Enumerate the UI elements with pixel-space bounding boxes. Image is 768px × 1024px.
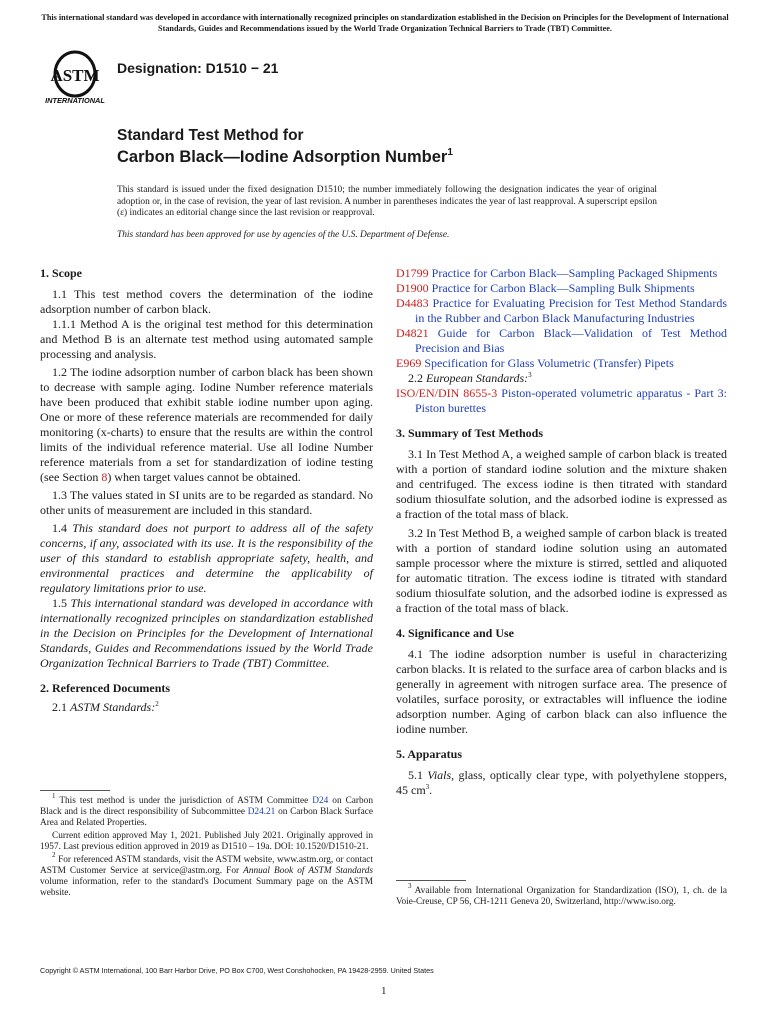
copyright-line: Copyright © ASTM International, 100 Barr Harbor Drive, PO Box C700, West Conshohocken, PA 19428-2959. United States <box>40 966 434 975</box>
reference-item[interactable] <box>396 296 727 326</box>
para-2-1: 2.1 ASTM Standards:$^2$ <box>52 700 159 714</box>
footnotes-left <box>40 792 373 899</box>
footnote-2: $^2$ For referenced ASTM standards, visit the ASTM website, www.astm.org, or contact ASTM Customer Service at service@astm.org. For Annual Book of ASTM Standards volume information, refer to the standard's Document Summary page on the ASTM website. <box>40 851 373 898</box>
section-8-link[interactable]: 8 <box>101 470 108 484</box>
title-footnote-mark[interactable]: 1 <box>447 147 453 158</box>
left-column <box>40 266 373 715</box>
reference-code[interactable]: D1900 <box>396 281 429 295</box>
footnote-3-mark[interactable]: 3 <box>528 371 532 379</box>
reference-code[interactable]: D4483 <box>396 296 429 310</box>
astm-logo <box>40 50 110 106</box>
reference-item[interactable] <box>396 281 727 296</box>
reference-code[interactable]: D4821 <box>396 326 429 340</box>
footnote-3: $^3$ Available from International Organization for Standardization (ISO), 1, ch. de la Voie-Creuse, CP 56, CH-1211 Geneva 20, Switzerland, http://www.iso.org. <box>396 882 727 907</box>
reference-code[interactable]: D1799 <box>396 266 429 280</box>
para-3-2: 3.2 In Test Method B, a weighed sample of carbon black is treated with a portion of standard iodine solution using an automated sample processor where the mixture is stirred, settled and aliquoted for automatic titration. The excess iodine is titrated with standard sodium thiosulfate solution, and the adsorbed iodine is expressed as a fraction of the total mass of black. <box>396 526 727 615</box>
title-line-1: Standard Test Method for <box>117 127 304 144</box>
section-5-heading: 5. Apparatus <box>396 747 463 761</box>
reference-item[interactable] <box>396 326 727 356</box>
footnote-2-mark[interactable]: 2 <box>155 700 159 708</box>
reference-title[interactable]: Practice for Carbon Black—Sampling Packaged Shipments <box>431 266 718 280</box>
para-1-3: 1.3 The values stated in SI units are to be regarded as standard. No other units of measurement are included in this standard. <box>40 488 373 517</box>
para-5-1: 5.1 Vials, glass, optically clear type, with polyethylene stoppers, 45 $cm^3$. <box>396 768 727 797</box>
footnote-rule-right <box>396 880 466 881</box>
para-1-1-1: 1.1.1 Method A is the original test method for this determination and Method B is an alternate test method using automated sample processing and analysis. <box>40 317 373 361</box>
tbt-notice: This international standard was developed in accordance with internationally recognized principles on standardization established in the Decision on Principles for the Development of International Standards, Guides and Recommendations issued by the World Trade Organization Technical Barriers to Trade (TBT) Committee. <box>41 13 729 33</box>
para-1-2: 1.2 The iodine adsorption number of carbon black has been shown to decrease with sample aging. Iodine Number reference materials have been produced that exhibit stable iodine number upon aging. One or more of these reference materials are recommended for daily monitoring (x-charts) to ensure that the results are within the control limits of the individual reference material. Use all Iodine Number reference materials from a set for standardization of iodine testing (see Section 8) when target values cannot be obtained. <box>40 365 373 484</box>
reference-code[interactable]: E969 <box>396 356 422 370</box>
reference-title[interactable]: Guide for Carbon Black—Validation of Test Method Precision and Bias <box>415 326 727 355</box>
designation: Designation: D1510 − 21 <box>117 60 279 76</box>
para-3-1: 3.1 In Test Method A, a weighed sample of carbon black is treated with a portion of standard iodine solution and the mixture shaken and centrifuged. The excess iodine is then titrated with standard sodium thiosulfate solution, and the adsorbed iodine is expressed as a fraction of the total mass of black. <box>396 447 727 521</box>
reference-title[interactable]: Specification for Glass Volumetric (Transfer) Pipets <box>424 356 674 370</box>
title-text: Carbon Black—Iodine Adsorption Number <box>117 148 448 166</box>
reference-title[interactable]: Practice for Carbon Black—Sampling Bulk Shipments <box>431 281 695 295</box>
section-4-heading: 4. Significance and Use <box>396 626 515 640</box>
eu-reference-title[interactable]: Piston-operated volumetric apparatus - Part 3: Piston burettes <box>415 386 728 415</box>
committee-d24-link[interactable]: D24 <box>312 796 329 806</box>
eu-reference-code[interactable]: ISO/EN/DIN 8655-3 <box>396 386 498 400</box>
logo-word: INTERNATIONAL <box>45 96 105 105</box>
footnote-1: $^1$ This test method is under the jurisdiction of ASTM Committee D24 on Carbon Black and is the direct responsibility of Subcommittee D24.21 on Carbon Black Surface Area and Related Properties. <box>40 792 373 828</box>
section-3-heading: 3. Summary of Test Methods <box>396 426 544 440</box>
eu-reference[interactable] <box>396 386 727 416</box>
footnote-1-edition: Current edition approved May 1, 2021. Published July 2021. Originally approved in 1957. Last previous edition approved in 2019 as D1510 – 19a. DOI: 10.1520/D1510-21. <box>40 831 373 852</box>
astm-reference-list <box>396 266 727 371</box>
intro-paragraph: This standard is issued under the fixed designation D1510; the number immediately following the designation indicates the year of original adoption or, in the case of revision, the year of last revision. A number in parentheses indicates the year of last reapproval. A superscript epsilon (ε) indicates an editorial change since the last revision or reapproval. <box>117 185 657 219</box>
page-number: 1 <box>381 985 387 997</box>
page-title <box>117 148 453 167</box>
reference-title[interactable]: Practice for Evaluating Precision for Test Method Standards in the Rubber and Carbon Black Manufacturing Industries <box>415 296 727 325</box>
logo-letters: ASTM <box>50 66 100 85</box>
section-1-heading: 1. Scope <box>40 266 82 280</box>
para-1-4: 1.4 This standard does not purport to address all of the safety concerns, if any, associated with its use. It is the responsibility of the user of this standard to establish appropriate safety, health, and environmental practices and determine the applicability of regulatory limitations prior to use. <box>40 521 373 595</box>
para-1-5: 1.5 This international standard was developed in accordance with internationally recognized principles on standardization established in the Decision on Principles for the Development of International Standards, Guides and Recommendations issued by the World Trade Organization Technical Barriers to Trade (TBT) Committee. <box>40 596 374 670</box>
reference-item[interactable] <box>396 266 727 281</box>
reference-item[interactable] <box>396 356 727 371</box>
subcommittee-d24-21-link[interactable]: D24.21 <box>247 807 276 817</box>
para-2-2: 2.2 European Standards:$^3$ <box>408 371 532 385</box>
approval-note: This standard has been approved for use by agencies of the U.S. Department of Defense. <box>117 230 450 240</box>
footnote-rule-left <box>40 790 110 791</box>
para-1-1: 1.1 This test method covers the determination of the iodine adsorption number of carbon black. <box>40 287 373 316</box>
section-2-heading: 2. Referenced Documents <box>40 681 171 695</box>
para-4-1: 4.1 The iodine adsorption number is useful in characterizing carbon blacks. It is related to the surface area of carbon blacks and is generally in agreement with nitrogen surface area. The presence of volatiles, surface porosity, or extractables will influence the iodine adsorption number. Aging of carbon black can also influence the iodine number. <box>396 647 727 736</box>
right-column <box>396 266 727 798</box>
